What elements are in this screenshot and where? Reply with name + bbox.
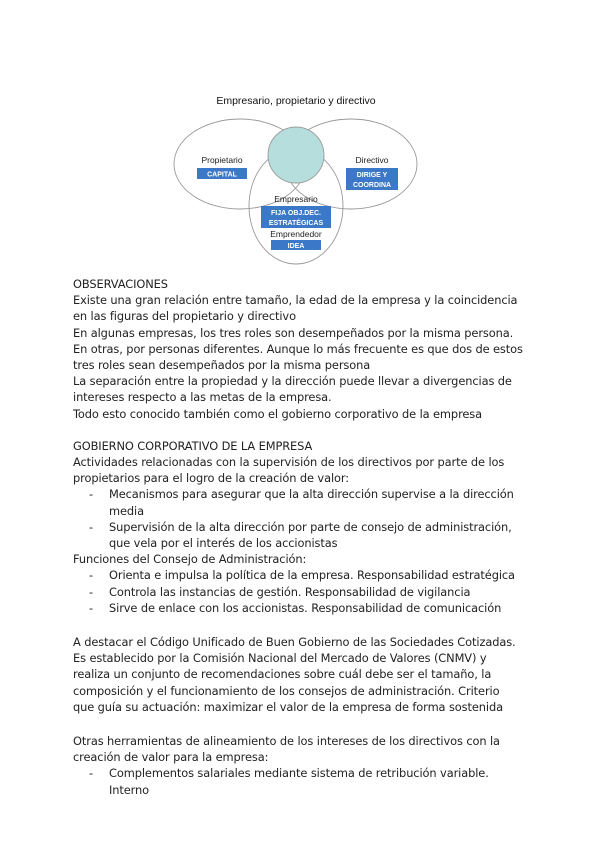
codigo-paragraph: A destacar el Código Unificado de Buen Gobierno de las Sociedades Cotizadas. Es establecido por la Comisión Nacional del Mercado de Valores (CNMV) y realiza un conjunto de recomendaciones sobre cuál debe ser el tamaño, la composición y el funcionamiento de los consejos de administración. Criterio que guía su actuación: maximizar el valor de la empresa de forma sostenida bbox=[73, 635, 516, 714]
fija-text-1: FIJA OBJ.DEC. bbox=[271, 210, 321, 217]
gobierno-list-1 bbox=[73, 486, 523, 551]
observaciones-heading: OBSERVACIONES bbox=[73, 277, 168, 291]
funciones-heading: Funciones del Consejo de Administración: bbox=[73, 552, 307, 567]
otras-intro: Otras herramientas de alineamiento de los intereses de los directivos con la creación de valor para la empresa: bbox=[73, 734, 500, 765]
propietario-label: Propietario bbox=[201, 155, 243, 165]
document-body bbox=[73, 276, 523, 798]
dirige-text-1: DIRIGE Y bbox=[356, 172, 388, 179]
observaciones-p3: La separación entre la propiedad y la dirección puede llevar a divergencias de intereses respecto a las metas de la empresa. bbox=[73, 374, 512, 405]
idea-text: IDEA bbox=[287, 243, 305, 250]
observaciones-p2: En algunas empresas, los tres roles son desempeñados por la misma persona. En otras, por personas diferentes. Aunque lo más frecuente es que dos de estos tres roles sean desempeñados por la misma persona bbox=[73, 325, 523, 373]
list-item: - Sirve de enlace con los accionistas. Responsabilidad de comunicación bbox=[89, 600, 502, 615]
gobierno-heading: GOBIERNO CORPORATIVO DE LA EMPRESA bbox=[73, 438, 313, 453]
list-item: - Supervisión de la alta dirección por parte de consejo de administración, que vela por el interés de los accionistas bbox=[89, 519, 512, 551]
diagram-title: Empresario, propietario y directivo bbox=[216, 95, 376, 107]
directivo-label: Directivo bbox=[355, 155, 389, 165]
list-item: - Controla las instancias de gestión. Responsabilidad de vigilancia bbox=[89, 584, 471, 599]
venn-diagram bbox=[0, 0, 600, 272]
gobierno-intro: Actividades relacionadas con la supervisión de los directivos por parte de los propietarios para el logro de la creación de valor: bbox=[73, 455, 505, 486]
list-item: - Orienta e impulsa la política de la empresa. Responsabilidad estratégica bbox=[89, 568, 515, 583]
fija-text-2: ESTRATÉGICAS bbox=[268, 220, 324, 227]
list-item: - Complementos salariales mediante sistema de retribución variable. Interno bbox=[89, 766, 489, 797]
otras-list bbox=[73, 765, 523, 797]
gobierno-list-2 bbox=[73, 567, 523, 616]
capital-text: CAPITAL bbox=[207, 171, 237, 179]
emprendedor-label: Emprendedor bbox=[270, 229, 322, 239]
observaciones-p1: Existe una gran relación entre tamaño, la edad de la empresa y la coincidencia en las figuras del propietario y directivo bbox=[73, 293, 518, 324]
empresario-label: Empresario bbox=[274, 194, 318, 204]
observaciones-p4: Todo esto conocido también como el gobierno corporativo de la empresa bbox=[73, 406, 483, 421]
dirige-text-2: COORDINA bbox=[352, 182, 392, 189]
list-item: - Mecanismos para asegurar que la alta dirección supervise a la dirección media bbox=[89, 487, 514, 518]
center-circle bbox=[268, 127, 324, 183]
